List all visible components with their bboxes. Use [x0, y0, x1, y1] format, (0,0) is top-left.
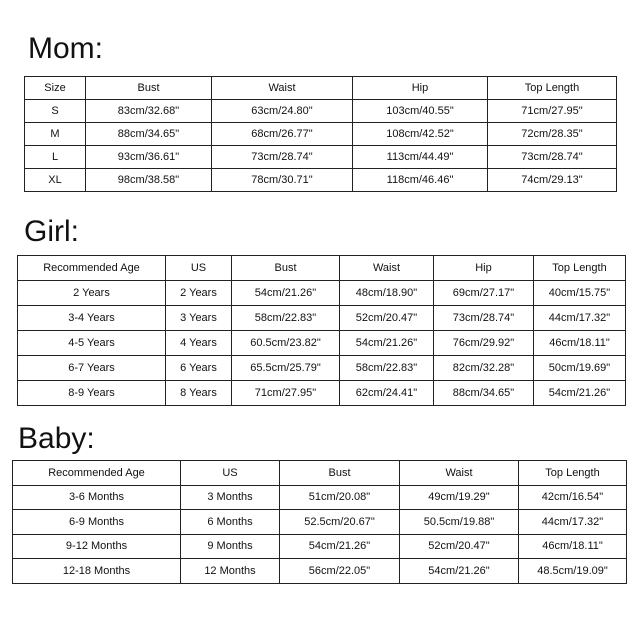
table-cell: L — [25, 146, 86, 169]
mom-column-header: Top Length — [488, 77, 617, 100]
table-cell: 82cm/32.28" — [434, 356, 534, 381]
mom-column-header: Size — [25, 77, 86, 100]
table-cell: 63cm/24.80" — [212, 100, 353, 123]
table-cell: 50.5cm/19.88" — [400, 510, 519, 535]
table-cell: 42cm/16.54" — [519, 485, 627, 510]
girl-table-body — [18, 281, 626, 406]
table-cell: 56cm/22.05" — [280, 559, 400, 584]
table-cell: 68cm/26.77" — [212, 123, 353, 146]
table-cell: 48cm/18.90" — [340, 281, 434, 306]
table-cell: 93cm/36.61" — [86, 146, 212, 169]
table-row — [18, 381, 626, 406]
girl-column-header: Recommended Age — [18, 256, 166, 281]
table-cell: 3 Months — [181, 485, 280, 510]
table-cell: 103cm/40.55" — [353, 100, 488, 123]
table-row — [18, 306, 626, 331]
table-cell: 65.5cm/25.79" — [232, 356, 340, 381]
baby-column-header: Waist — [400, 461, 519, 486]
girl-column-header: Bust — [232, 256, 340, 281]
table-cell: 3-4 Years — [18, 306, 166, 331]
table-cell: 48.5cm/19.09" — [519, 559, 627, 584]
table-cell: 71cm/27.95" — [488, 100, 617, 123]
table-cell: 6 Years — [166, 356, 232, 381]
baby-size-table — [12, 460, 627, 584]
table-cell: 46cm/18.11" — [519, 534, 627, 559]
table-cell: 69cm/27.17" — [434, 281, 534, 306]
table-cell: 44cm/17.32" — [534, 306, 626, 331]
table-cell: 54cm/21.26" — [232, 281, 340, 306]
table-row — [25, 169, 617, 192]
table-row — [13, 485, 627, 510]
table-cell: 74cm/29.13" — [488, 169, 617, 192]
girl-header-row — [18, 256, 626, 281]
girl-table-header — [18, 256, 626, 281]
table-cell: 3 Years — [166, 306, 232, 331]
table-cell: 4 Years — [166, 331, 232, 356]
table-cell: 2 Years — [166, 281, 232, 306]
table-cell: 8 Years — [166, 381, 232, 406]
baby-table-header — [13, 461, 627, 486]
table-row — [13, 510, 627, 535]
mom-header-row — [25, 77, 617, 100]
baby-heading: Baby: — [18, 422, 95, 455]
baby-header-row — [13, 461, 627, 486]
table-row — [18, 331, 626, 356]
baby-column-header: Bust — [280, 461, 400, 486]
baby-column-header: US — [181, 461, 280, 486]
table-cell: 52.5cm/20.67" — [280, 510, 400, 535]
table-cell: 46cm/18.11" — [534, 331, 626, 356]
table-cell: 49cm/19.29" — [400, 485, 519, 510]
table-cell: 73cm/28.74" — [488, 146, 617, 169]
girl-size-table — [17, 255, 626, 406]
table-cell: 3-6 Months — [13, 485, 181, 510]
table-cell: 6-9 Months — [13, 510, 181, 535]
baby-table-body — [13, 485, 627, 583]
table-cell: 12 Months — [181, 559, 280, 584]
mom-column-header: Hip — [353, 77, 488, 100]
table-cell: 83cm/32.68" — [86, 100, 212, 123]
table-cell: 108cm/42.52" — [353, 123, 488, 146]
table-cell: 73cm/28.74" — [434, 306, 534, 331]
table-cell: 51cm/20.08" — [280, 485, 400, 510]
table-cell: 76cm/29.92" — [434, 331, 534, 356]
table-cell: 78cm/30.71" — [212, 169, 353, 192]
mom-table-header — [25, 77, 617, 100]
table-row — [13, 534, 627, 559]
table-cell: 54cm/21.26" — [340, 331, 434, 356]
table-cell: 62cm/24.41" — [340, 381, 434, 406]
mom-column-header: Bust — [86, 77, 212, 100]
table-row — [18, 356, 626, 381]
table-cell: 8-9 Years — [18, 381, 166, 406]
table-cell: 2 Years — [18, 281, 166, 306]
table-row — [25, 123, 617, 146]
table-cell: 88cm/34.65" — [86, 123, 212, 146]
mom-size-table — [24, 76, 617, 192]
table-cell: 50cm/19.69" — [534, 356, 626, 381]
table-cell: 118cm/46.46" — [353, 169, 488, 192]
table-cell: 88cm/34.65" — [434, 381, 534, 406]
table-row — [25, 100, 617, 123]
table-cell: 9-12 Months — [13, 534, 181, 559]
table-cell: 113cm/44.49" — [353, 146, 488, 169]
table-cell: 98cm/38.58" — [86, 169, 212, 192]
table-row — [18, 281, 626, 306]
table-cell: 4-5 Years — [18, 331, 166, 356]
table-cell: 9 Months — [181, 534, 280, 559]
mom-heading: Mom: — [28, 32, 103, 65]
girl-column-header: Top Length — [534, 256, 626, 281]
girl-heading: Girl: — [24, 215, 79, 248]
table-cell: 58cm/22.83" — [232, 306, 340, 331]
table-cell: 71cm/27.95" — [232, 381, 340, 406]
table-row — [13, 559, 627, 584]
table-cell: 52cm/20.47" — [340, 306, 434, 331]
baby-column-header: Recommended Age — [13, 461, 181, 486]
girl-column-header: Hip — [434, 256, 534, 281]
mom-column-header: Waist — [212, 77, 353, 100]
table-cell: 60.5cm/23.82" — [232, 331, 340, 356]
table-cell: XL — [25, 169, 86, 192]
mom-table-body — [25, 100, 617, 192]
table-cell: 12-18 Months — [13, 559, 181, 584]
table-cell: 54cm/21.26" — [400, 559, 519, 584]
table-cell: 72cm/28.35" — [488, 123, 617, 146]
table-cell: 54cm/21.26" — [280, 534, 400, 559]
table-cell: S — [25, 100, 86, 123]
table-cell: 73cm/28.74" — [212, 146, 353, 169]
girl-column-header: Waist — [340, 256, 434, 281]
table-cell: 44cm/17.32" — [519, 510, 627, 535]
table-cell: 6 Months — [181, 510, 280, 535]
table-cell: 6-7 Years — [18, 356, 166, 381]
table-cell: 40cm/15.75" — [534, 281, 626, 306]
girl-column-header: US — [166, 256, 232, 281]
table-cell: 54cm/21.26" — [534, 381, 626, 406]
table-row — [25, 146, 617, 169]
table-cell: 58cm/22.83" — [340, 356, 434, 381]
table-cell: M — [25, 123, 86, 146]
baby-column-header: Top Length — [519, 461, 627, 486]
table-cell: 52cm/20.47" — [400, 534, 519, 559]
